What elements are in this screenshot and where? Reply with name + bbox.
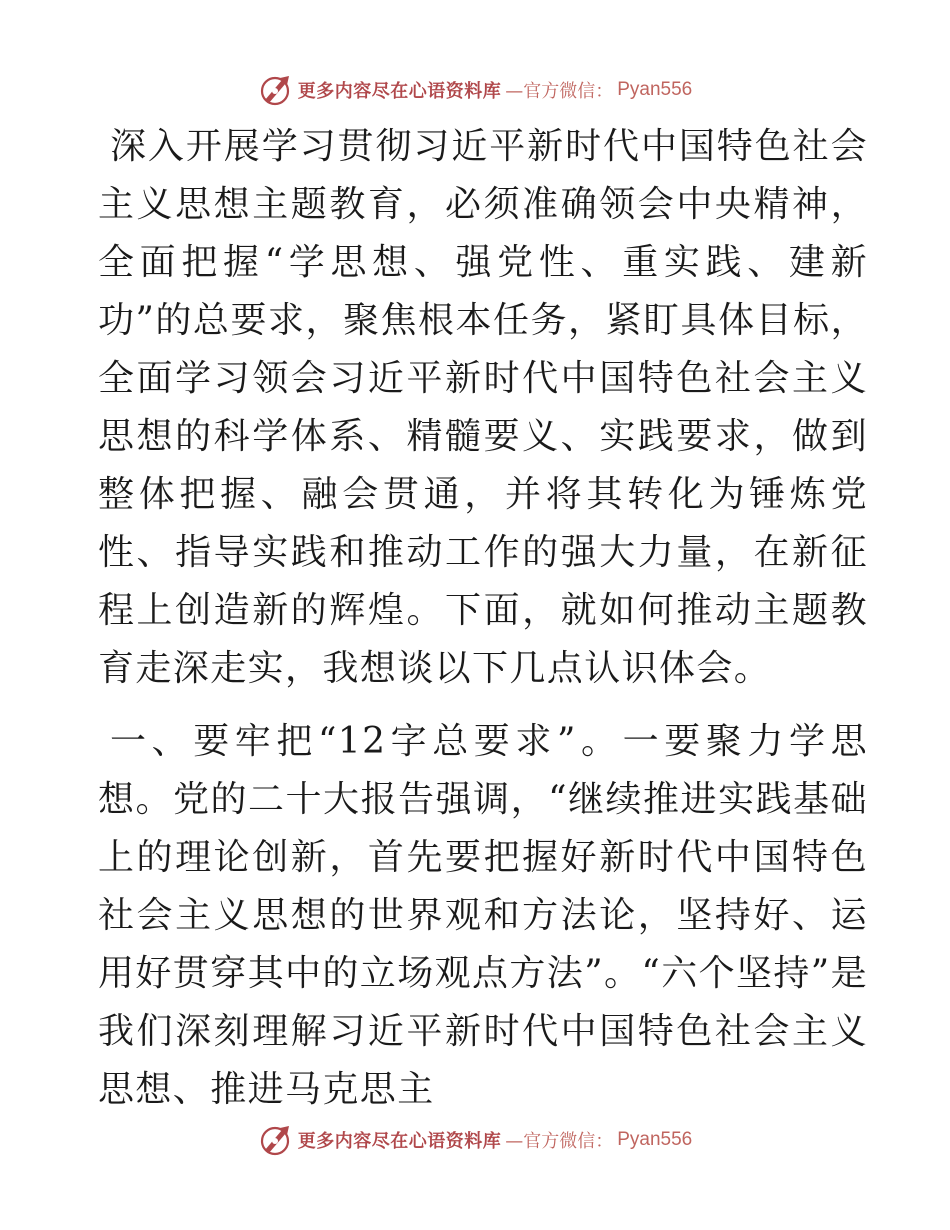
watermark-label: —官方微信：: [505, 1131, 614, 1152]
watermark-wechat-id: Pyan556: [617, 79, 693, 100]
header-watermark: [0, 70, 950, 110]
body-paragraph-section-one: 一、要牢把“12字总要求”。一要聚力学思想。党的二十大报告强调，“继续推进实践基础上的理论创新，首先要把握好新时代中国特色社会主义思想的世界观和方法论，坚持好、运用好贯穿其中的立场观点方法”。“六个坚持”是我们深刻理解习近平新时代中国特色社会主义思想、推进马克思主: [98, 721, 869, 1110]
quill-circle-icon: [258, 72, 294, 108]
watermark-title: 更多内容尽在心语资料库: [297, 81, 502, 102]
watermark-wechat-id: Pyan556: [617, 1129, 693, 1150]
footer-watermark: [0, 1120, 950, 1160]
body-paragraph-intro: 深入开展学习贯彻习近平新时代中国特色社会主义思想主题教育，必须准确领会中央精神，全面把握“学思想、强党性、重实践、建新功”的总要求，聚焦根本任务，紧盯具体目标，全面学习领会习近平新时代中国特色社会主义思想的科学体系、精髓要义、实践要求，做到整体把握、融会贯通，并将其转化为锤炼党性、指导实践和推动工作的强大力量，在新征程上创造新的辉煌。下面，就如何推动主题教育走深走实，我想谈以下几点认识体会。: [98, 126, 868, 689]
quill-circle-icon: [258, 1122, 294, 1158]
document-body: [98, 118, 868, 1119]
watermark-label: —官方微信：: [505, 81, 614, 102]
watermark-title: 更多内容尽在心语资料库: [297, 1131, 502, 1152]
